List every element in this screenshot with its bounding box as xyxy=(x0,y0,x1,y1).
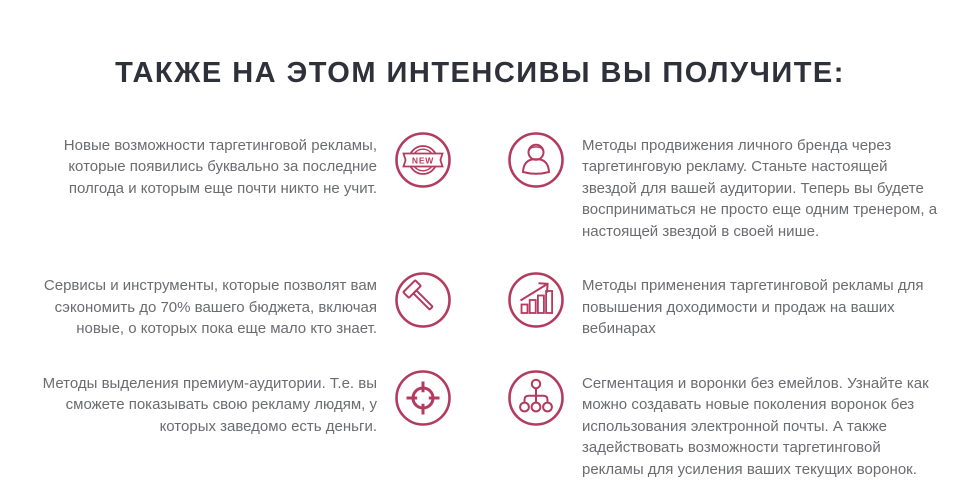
new-badge-label: NEW xyxy=(411,155,435,166)
benefits-grid xyxy=(20,135,940,481)
bar-chart-growth-icon xyxy=(507,271,565,329)
benefit-text: Новые возможности таргетинговой рекламы, которые появились буквально за последние полгода и которым еще почти никто не учит. xyxy=(63,136,377,197)
benefit-text: Методы выделения премиум-аудитории. Т.е. вы сможете показывать свою рекламу людям, у которых заведомо есть деньги. xyxy=(42,374,377,435)
benefit-text: Методы применения таргетинговой рекламы для повышения доходимости и продаж на ваших вебинарах xyxy=(582,277,924,338)
section-title: ТАКЖЕ НА ЭТОМ ИНТЕНСИВЫ ВЫ ПОЛУЧИТЕ: xyxy=(115,57,845,89)
benefit-item xyxy=(20,135,452,200)
person-icon xyxy=(507,131,565,189)
benefit-item xyxy=(20,275,452,340)
benefit-text: Методы продвижения личного бренда через таргетинговую рекламу. Станьте настоящей звездой для вашей аудитории. Теперь вы будете восприниматься не просто еще одним тренером, а настоящей звездой в своей нише. xyxy=(582,136,938,240)
benefit-item xyxy=(507,275,939,340)
benefit-text: Сервисы и инструменты, которые позволят вам сэкономить до 70% вашего бюджета, включая новые, о которых пока еще мало кто знает. xyxy=(43,277,377,338)
target-icon xyxy=(394,369,452,427)
benefit-item xyxy=(507,135,939,243)
new-badge-icon xyxy=(394,131,452,189)
hammer-icon xyxy=(394,271,452,329)
benefit-item xyxy=(507,373,939,481)
benefit-text: Сегментация и воронки без емейлов. Узнайте как можно создавать новые поколения воронок без использования электронной почты. А также задействовать возможности таргетинговой рекламы для усиления ваших текущих воронок. xyxy=(582,374,929,478)
benefit-item xyxy=(20,373,452,438)
hierarchy-icon xyxy=(507,369,565,427)
